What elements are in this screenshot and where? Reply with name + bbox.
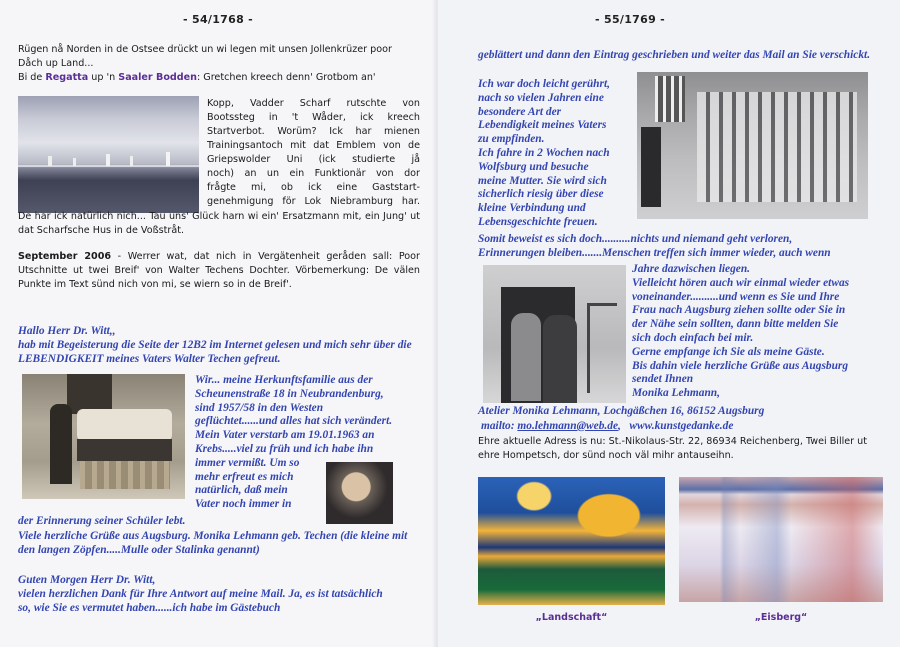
text-line: Erinnerungen bleiben.......Menschen treffen sich immer wieder, auch wenn <box>478 246 831 259</box>
text-line: Frau nach Augsburg ziehen sollte oder Sie in <box>632 304 846 317</box>
letter1-after: der Erinnerung seiner Schüler lebt. <box>18 515 186 527</box>
website-link[interactable]: www.kunstgedanke.de <box>629 420 734 432</box>
text-line: meine Mutter. Sie wird sich <box>478 174 607 187</box>
letter2-full-lines <box>478 233 898 261</box>
contact-line <box>481 420 900 434</box>
text-line: Jahre dazwischen liegen. <box>632 263 751 275</box>
text-line: Griepswolder Uni (ick studierte jå <box>207 154 420 165</box>
regatta-first-line <box>18 71 420 85</box>
couple-photo <box>483 265 626 403</box>
text-line: Monika Lehmann, <box>632 387 720 400</box>
regatta-place: Saaler Bodden <box>118 72 197 83</box>
text-line: Scheunenstraße 18 in Neubrandenburg, <box>195 387 384 400</box>
text-line: noch) an un ein Funktionär von dor <box>207 168 420 179</box>
atelier-address: Atelier Monika Lehmann, Lochgäßchen 16, 86152 Augsburg <box>478 405 765 417</box>
text-line: sendet Ihnen <box>632 373 694 386</box>
page-number: - 55/1769 - <box>595 13 666 26</box>
address-note: Ehre aktuelle Adress is nu: St.-Nikolaus-Str. 22, 86934 Reichenberg, Twei Biller ut ehre Hompetsch, dor sünd noch väl mihr antauseihn. <box>478 436 868 461</box>
painting-landschaft <box>478 477 665 605</box>
letter2-wrapped-top <box>478 78 658 230</box>
text-line: Bis dahin viele herzliche Grüße aus Augsburg <box>632 359 849 372</box>
text-line: besondere Art der <box>478 105 562 118</box>
text-line: sicherlich riesig über diese <box>478 188 604 201</box>
letter1-closing: Viele herzliche Grüße aus Augsburg. Monika Lehmann geb. Techen (die kleine mit den langen Zöpfen.....Mulle oder Stalinka genannt) <box>18 530 408 556</box>
text-line: mehr erfreut es mich <box>195 470 294 483</box>
text-line: Vielleicht hören auch wir einmal wieder etwas <box>632 276 850 289</box>
text-line: der Nähe sein sollten, dann bitte melden Sie <box>632 318 839 331</box>
text-line: sind 1957/58 in den Westen <box>195 401 324 414</box>
class-group-photo <box>637 72 868 219</box>
intro-paragraph: Rügen nå Norden in de Ostsee drückt un wi legen mit unsen Jollenkrüzer poor Dåch up Land... <box>18 44 392 69</box>
portrait-photo-walter-techen <box>326 462 393 524</box>
text-line: sich doch einfach bei mir. <box>632 331 754 344</box>
page-number: - 54/1768 - <box>183 13 254 26</box>
text-line: Bootssteg in 't Wåder, ick kreech <box>207 112 420 123</box>
regatta-prefix: Bi de <box>18 72 46 83</box>
sports-team-photo <box>22 374 185 499</box>
september-date: September 2006 <box>18 251 112 262</box>
text-line: immer vermißt. Um so <box>195 456 300 469</box>
text-line: frågte mi, ob ick eine Gaststart- <box>207 182 420 193</box>
sailing-regatta-photo <box>18 96 199 213</box>
letter1-greeting: Hallo Herr Dr. Witt,, <box>18 325 116 337</box>
regatta-wrapped-text <box>207 97 420 209</box>
letter1-wrapped-text <box>195 374 430 512</box>
painting-caption: „Eisberg“ <box>754 612 808 623</box>
text-line: zu empfinden. <box>478 133 545 146</box>
letter1-intro: hab mit Begeisterung die Seite der 12B2 im Internet gelesen und mich sehr über die LEBENDIGKEIT meines Vaters Walter Techen gefreut. <box>18 339 412 365</box>
text-line: Kopp, Vadder Scharf rutschte von <box>207 98 420 109</box>
letter2-continuation: geblättert und dann den Eintrag geschrieben und weiter das Mail an Sie verschickt. <box>478 49 871 61</box>
regatta-middle: up 'n <box>88 72 119 83</box>
text-line: Lebendigkeit meines Vaters <box>478 119 607 132</box>
text-line: Ich war doch leicht gerührt, <box>478 78 610 90</box>
text-line: Mein Vater verstarb am 19.01.1963 an <box>195 429 375 442</box>
left-page <box>0 0 438 647</box>
regatta-word: Regatta <box>45 72 89 83</box>
text-line: Trainingsantoch mit dat Emblem von de <box>207 140 420 151</box>
letter2-wrapped-bottom <box>632 263 897 401</box>
text-line: nach so vielen Jahren eine <box>478 91 604 104</box>
text-line: Gerne empfange ich Sie als meine Gäste. <box>632 345 825 358</box>
text-line: kleine Verbindung und <box>478 202 586 215</box>
text-line: Wolfsburg und besuche <box>478 160 589 173</box>
text-line: voneinander..........und wenn es Sie und Ihre <box>632 290 840 303</box>
painting-eisberg <box>679 477 883 602</box>
right-page <box>438 0 900 647</box>
september-text: - Werrer wat, dat nich in Vergätenheit geråden sall: Poor Utschnitte ut twei Breif' von Walter Techens Dochter. Vörbemerkung: De välen Punkte im Text sünd nich von mi, se wiern so in de Breif'. <box>18 251 420 290</box>
text-line: natürlich, daß mein <box>195 484 288 497</box>
regatta-ending: De har ick natürlich nich... Tau uns' Glück harn wi ein' Ersatzmann mit, ein Jung' ut dat Scharfsche Hus in de Voßstråt. <box>18 211 420 236</box>
letter2-text: vielen herzlichen Dank für Ihre Antwort auf meine Mail. Ja, es ist tatsächlich so, wie Sie es vermutet haben......ich habe im Gästebuch <box>18 588 383 614</box>
text-line: Somit beweist es sich doch..........nichts und niemand geht verloren, <box>478 233 793 245</box>
text-line: Startverbot. Worüm? Ick har mienen <box>207 126 420 137</box>
september-paragraph <box>18 250 420 292</box>
regatta-rest: : Gretchen kreech denn' Grotbom an' <box>196 72 376 83</box>
text-line: genehmigung för Lok Niebramburg har. <box>207 196 420 207</box>
text-line: geflüchtet......und alles hat sich verändert. <box>195 415 393 428</box>
text-line: Krebs.....viel zu früh und ich habe ihn <box>195 442 374 455</box>
text-line: Lebensgeschichte freuen. <box>478 215 598 228</box>
text-line: Vater noch immer in <box>195 498 292 511</box>
contact-separator: , <box>618 420 630 432</box>
text-line: Wir... meine Herkunftsfamilie aus der <box>195 374 373 386</box>
text-line: Ich fahre in 2 Wochen nach <box>478 146 610 159</box>
painting-caption: „Landschaft“ <box>535 612 608 623</box>
mailto-label: mailto: <box>481 420 518 432</box>
email-link[interactable]: mo.lehmann@web.de <box>517 420 618 432</box>
letter2-greeting: Guten Morgen Herr Dr. Witt, <box>18 574 156 586</box>
